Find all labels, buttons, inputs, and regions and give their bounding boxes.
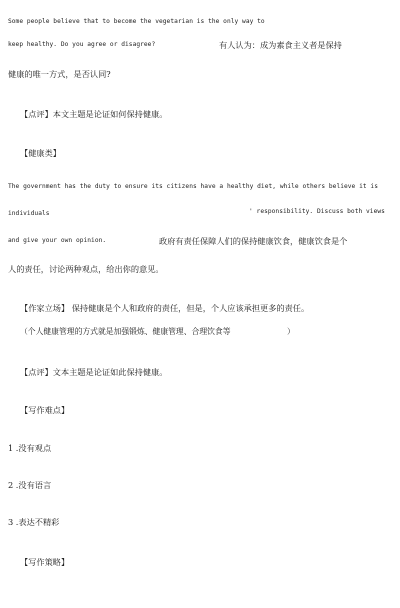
topic-line-2b: ' responsibility. Discuss both views [249,208,385,215]
question-line-1: Some people believe that to become the vegetarian is the only way to [8,18,265,25]
difficulty-item-3: 3 .表达不精彩 [8,517,60,527]
topic-line-2a: individuals [8,210,50,217]
topic-translation-2: 人的责任，讨论两种观点，给出你的意见。 [8,264,164,274]
strategy-heading: 【写作策略】 [20,557,70,567]
stance-note: （个人健康管理的方式就是加强锻炼、健康管理、合理饮食等 [20,327,231,336]
difficulty-item-1: 1 .没有观点 [8,443,52,453]
difficulty-heading: 【写作难点】 [20,405,70,415]
topic-translation-1: 政府有责任保障人们的保持健康饮食，健康饮食是个 [159,236,348,246]
comment-2: 【点评】文本主题是论证如此保持健康。 [20,367,168,377]
category-heading: 【健康类】 [20,148,61,158]
stance-note-end: ） [287,327,295,336]
topic-line-1: The government has the duty to ensure its citizens have a healthy diet, while others believe it is [8,183,378,190]
author-stance: 【作家立场】 保持健康是个人和政府的责任，但是，个人应该承担更多的责任。 [20,303,310,313]
difficulty-item-2: 2 .没有语言 [8,480,52,490]
question-translation-2: 健康的唯一方式，是否认同? [8,69,111,79]
question-translation-1: 有人认为：成为素食主义者是保持 [219,40,342,50]
comment-1: 【点评】本文主题是论证如何保持健康。 [20,109,168,119]
question-line-2: keep healthy. Do you agree or disagree? [8,41,156,48]
topic-line-3: and give your own opinion. [8,237,107,244]
